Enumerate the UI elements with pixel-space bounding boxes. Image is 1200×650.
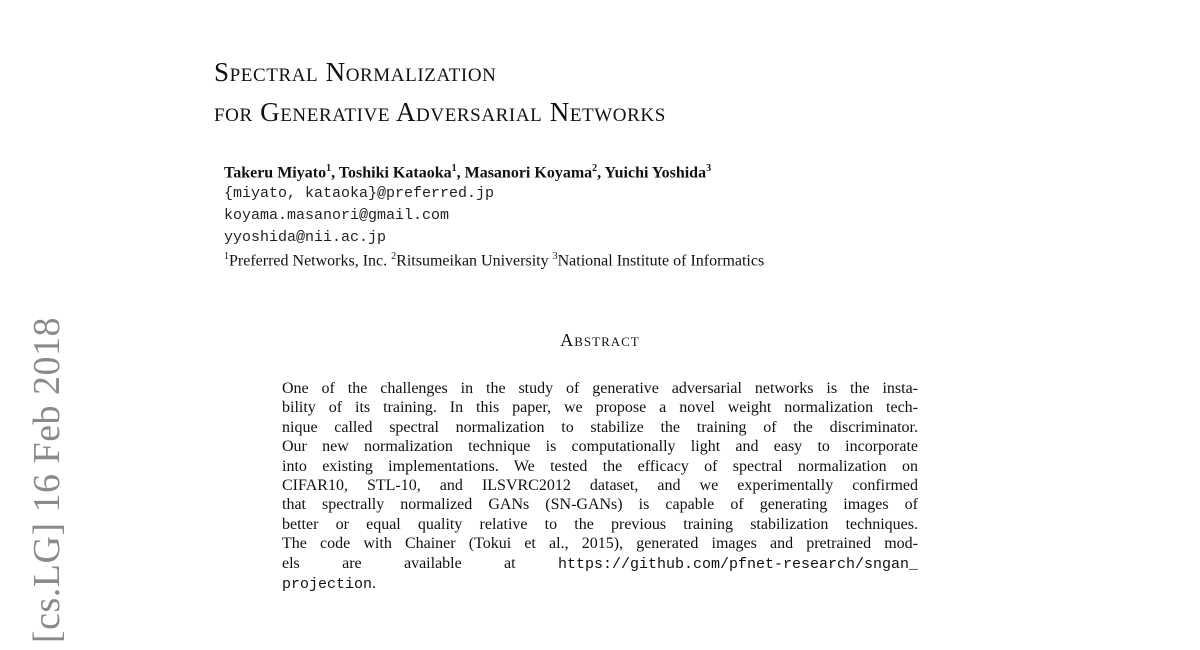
abstract-line: The code with Chainer (Tokui et al., 2015), generated images and pretrained mod- [282,535,918,553]
affiliation-name: National Institute of Informatics [557,252,765,270]
author-separator: , [331,164,339,182]
code-url-link[interactable]: projection [282,576,373,594]
title-line-1: Spectral Normalization [214,57,497,87]
abstract-heading: Abstract [560,330,640,350]
author-separator: , [456,164,465,182]
author-name: Masanori Koyama [464,164,593,182]
abstract-body [282,379,918,594]
abstract-line: that spectrally normalized GANs (SN-GANs) is capable of generating images of [282,496,918,514]
author-affiliation-mark: 2 [592,163,598,174]
abstract-line: into existing implementations. We tested the efficacy of spectral normalization on [282,457,918,475]
email-line: koyama.masanori@gmail.com [224,207,450,224]
title-line-2: for Generative Adversarial Networks [214,97,666,127]
affiliation-name: Ritsumeikan University [396,252,553,270]
author-list [224,163,711,182]
paper-title [214,52,666,132]
abstract-line [282,554,918,574]
author-separator: , [597,164,605,182]
abstract-line: One of the challenges in the study of generative adversarial networks is the insta- [282,380,918,397]
abstract-line: better or equal quality relative to the previous training stabilization techniques. [282,515,918,533]
author-name: Yuichi Yoshida [604,164,707,182]
abstract-line: bility of its training. In this paper, we propose a novel weight normalization tech- [282,399,918,417]
abstract-line [282,574,918,594]
affiliation-list [224,251,764,270]
author-name: Toshiki Kataoka [338,164,452,182]
abstract-text: . [372,575,377,593]
email-line: yyoshida@nii.ac.jp [224,229,387,246]
arxiv-identifier-stamp [4,310,90,650]
abstract-line: CIFAR10, STL-10, and ILSVRC2012 dataset, and we experimentally confirmed [282,477,918,495]
author-affiliation-mark: 1 [326,163,332,174]
arxiv-stamp-text: [cs.LG] 16 Feb 2018 [26,316,68,644]
code-url-link[interactable]: https://github.com/pfnet-research/sngan_ [557,555,918,573]
abstract-text: els are available at [282,554,558,572]
abstract-line: Our new normalization technique is computationally light and easy to incorporate [282,438,918,456]
affiliation-name: Preferred Networks, Inc. [229,252,392,270]
author-name: Takeru Miyato [224,164,327,182]
affiliation-number: 3 [552,251,558,262]
affiliation-number: 1 [224,251,229,262]
abstract-line: nique called spectral normalization to stabilize the training of the discriminator. [282,418,918,436]
affiliation-number: 2 [391,251,397,262]
author-affiliation-mark: 1 [451,163,457,174]
author-affiliation-mark: 3 [706,163,712,174]
email-line: {miyato, kataoka}@preferred.jp [224,185,495,202]
